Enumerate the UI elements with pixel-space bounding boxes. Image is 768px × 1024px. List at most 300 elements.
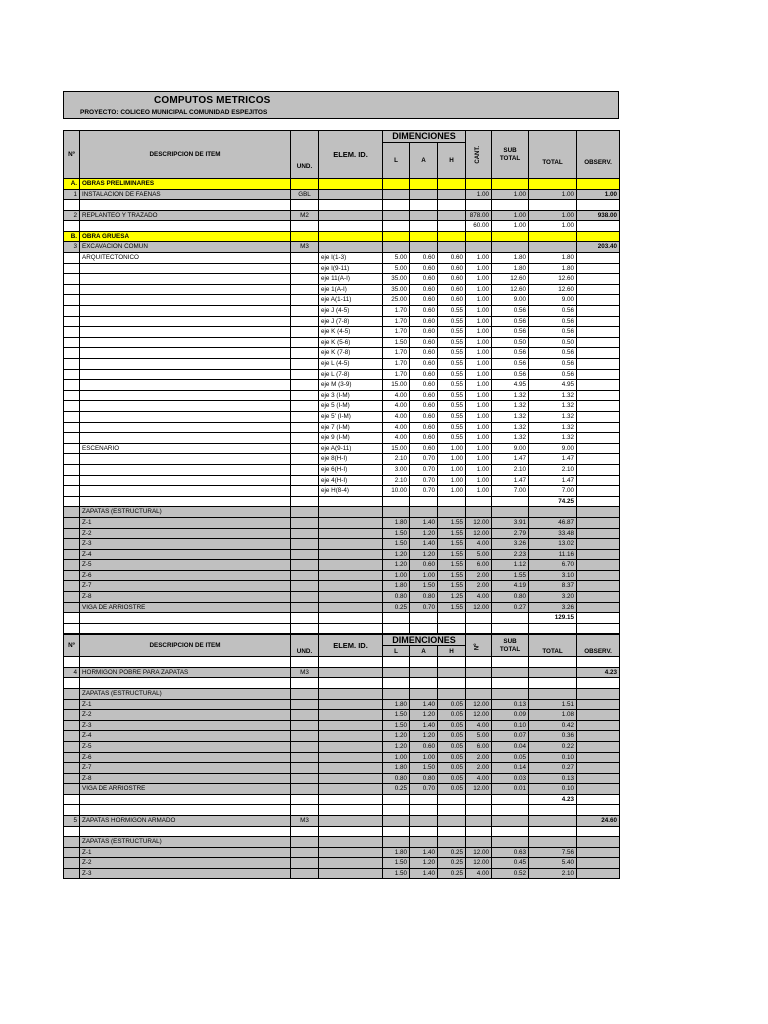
cell-element-id (319, 613, 383, 624)
cell-subtotal: 0.52 (492, 868, 529, 879)
cell-width: 1.50 (410, 763, 438, 774)
cell-length: 1.50 (383, 868, 410, 879)
cell-quantity: 1.00 (466, 380, 492, 391)
cell-subtotal (492, 815, 529, 826)
cell-subtotal: 0.10 (492, 720, 529, 731)
cell-observation (577, 231, 620, 242)
cell-item-number (64, 263, 80, 274)
cell-total (529, 815, 577, 826)
cell-length: 4.00 (383, 401, 410, 412)
table-row (64, 337, 620, 348)
cell-total (529, 200, 577, 211)
cell-height (438, 221, 466, 232)
cell-length (383, 657, 410, 668)
cell-element-id: eje L (7-8) (319, 369, 383, 380)
cell-observation (577, 475, 620, 486)
cell-unit (291, 731, 319, 742)
cell-height (438, 826, 466, 837)
cell-quantity (466, 242, 492, 253)
table-row (64, 433, 620, 444)
cell-item-number (64, 454, 80, 465)
cell-quantity (466, 678, 492, 689)
cell-observation (577, 720, 620, 731)
cell-height: 0.55 (438, 422, 466, 433)
cell-quantity: 2.00 (466, 752, 492, 763)
cell-height: 1.00 (438, 475, 466, 486)
cell-item-description (80, 380, 291, 391)
cell-unit (291, 720, 319, 731)
cell-subtotal: 1.00 (492, 189, 529, 200)
cell-element-id: eje 9 (I-M) (319, 433, 383, 444)
cell-item-description (80, 454, 291, 465)
cell-total: 3.20 (529, 592, 577, 603)
cell-width: 0.60 (410, 443, 438, 454)
cell-item-number (64, 763, 80, 774)
cell-height: 0.05 (438, 710, 466, 721)
cell-item-description (80, 284, 291, 295)
cell-total: 0.10 (529, 784, 577, 795)
cell-width: 1.40 (410, 868, 438, 879)
cell-total (529, 688, 577, 699)
cell-unit (291, 390, 319, 401)
cell-total: 33.48 (529, 528, 577, 539)
cell-subtotal (492, 805, 529, 816)
cell-unit (291, 443, 319, 454)
cell-item-number: B. (64, 231, 80, 242)
cell-observation (577, 847, 620, 858)
cell-length (383, 496, 410, 507)
table-row (64, 720, 620, 731)
cell-height: 0.60 (438, 263, 466, 274)
cell-subtotal: 7.00 (492, 486, 529, 497)
cell-width: 0.70 (410, 475, 438, 486)
cell-quantity: 12.00 (466, 710, 492, 721)
cell-item-description (80, 369, 291, 380)
cell-total: 8.37 (529, 581, 577, 592)
cell-length (383, 210, 410, 221)
table-row (64, 496, 620, 507)
cell-item-number (64, 443, 80, 454)
cell-element-id (319, 242, 383, 253)
col-length-2: L (383, 646, 410, 657)
cell-width (410, 688, 438, 699)
cell-height: 0.05 (438, 731, 466, 742)
cell-unit (291, 221, 319, 232)
cell-subtotal: 1.80 (492, 253, 529, 264)
cell-item-description: REPLANTEO Y TRAZADO (80, 210, 291, 221)
cell-length: 5.00 (383, 263, 410, 274)
cell-width (410, 507, 438, 518)
cell-item-number (64, 826, 80, 837)
cell-unit (291, 316, 319, 327)
cell-unit (291, 359, 319, 370)
cell-height (438, 688, 466, 699)
cell-unit (291, 200, 319, 211)
computos-table-2 (63, 634, 620, 879)
cell-height: 0.55 (438, 306, 466, 317)
cell-length: 3.00 (383, 464, 410, 475)
cell-subtotal: 9.00 (492, 295, 529, 306)
cell-item-number: 4 (64, 667, 80, 678)
cell-observation (577, 486, 620, 497)
cell-total: 0.36 (529, 731, 577, 742)
cell-item-description: VIGA DE ARRIOSTRE (80, 602, 291, 613)
cell-width (410, 210, 438, 221)
cell-total: 1.00 (529, 221, 577, 232)
cell-length: 1.50 (383, 539, 410, 550)
cell-height (438, 805, 466, 816)
cell-quantity: 1.00 (466, 327, 492, 338)
cell-item-number (64, 805, 80, 816)
cell-item-number (64, 295, 80, 306)
cell-item-description (80, 359, 291, 370)
cell-length: 0.80 (383, 773, 410, 784)
cell-height: 0.55 (438, 380, 466, 391)
cell-width: 1.20 (410, 528, 438, 539)
col-dimensions: DIMENCIONES (383, 131, 466, 143)
cell-height (438, 613, 466, 624)
cell-total (529, 507, 577, 518)
cell-subtotal (492, 667, 529, 678)
cell-subtotal: 9.00 (492, 443, 529, 454)
cell-element-id (319, 826, 383, 837)
cell-element-id: eje 5' (I-M) (319, 411, 383, 422)
cell-item-description (80, 337, 291, 348)
cell-unit (291, 858, 319, 869)
col-n-2: Nº (466, 635, 492, 657)
cell-element-id: eje K (4-5) (319, 327, 383, 338)
table-row (64, 369, 620, 380)
cell-item-number: 5 (64, 815, 80, 826)
title-box (63, 91, 619, 119)
cell-height: 0.25 (438, 868, 466, 879)
cell-height (438, 657, 466, 668)
cell-subtotal: 0.14 (492, 763, 529, 774)
cell-element-id (319, 581, 383, 592)
cell-observation (577, 507, 620, 518)
cell-width (410, 667, 438, 678)
cell-unit (291, 847, 319, 858)
cell-quantity: 12.00 (466, 517, 492, 528)
cell-observation: 1.00 (577, 189, 620, 200)
cell-subtotal: 1.80 (492, 263, 529, 274)
cell-length: 1.80 (383, 763, 410, 774)
cell-length (383, 623, 410, 634)
cell-unit: M3 (291, 667, 319, 678)
cell-item-number (64, 464, 80, 475)
cell-subtotal (492, 678, 529, 689)
cell-length: 1.70 (383, 369, 410, 380)
cell-length (383, 179, 410, 190)
cell-length: 10.00 (383, 486, 410, 497)
cell-width (410, 826, 438, 837)
cell-total: 0.42 (529, 720, 577, 731)
cell-total (529, 667, 577, 678)
cell-quantity: 1.00 (466, 306, 492, 317)
cell-quantity: 1.00 (466, 390, 492, 401)
cell-element-id: eje I(9-11) (319, 263, 383, 274)
cell-observation (577, 263, 620, 274)
cell-item-description (80, 316, 291, 327)
cell-width (410, 221, 438, 232)
cell-subtotal: 0.80 (492, 592, 529, 603)
cell-length (383, 667, 410, 678)
cell-observation (577, 592, 620, 603)
cell-element-id (319, 868, 383, 879)
cell-quantity: 12.00 (466, 858, 492, 869)
cell-total: 7.00 (529, 486, 577, 497)
cell-height (438, 794, 466, 805)
cell-element-id: eje 4(H-I) (319, 475, 383, 486)
cell-subtotal: 1.00 (492, 210, 529, 221)
cell-observation (577, 179, 620, 190)
cell-element-id (319, 805, 383, 816)
cell-width: 0.70 (410, 454, 438, 465)
cell-item-description: Z-1 (80, 517, 291, 528)
cell-quantity: 1.00 (466, 316, 492, 327)
cell-observation (577, 773, 620, 784)
cell-unit (291, 699, 319, 710)
cell-element-id (319, 837, 383, 848)
cell-unit (291, 327, 319, 338)
table-row (64, 784, 620, 795)
cell-item-description (80, 401, 291, 412)
col-description: DESCRIPCION DE ITEM (80, 131, 291, 179)
cell-unit (291, 411, 319, 422)
project-name: PROYECTO: COLICEO MUNICIPAL COMUNIDAD ESPEJITOS (80, 109, 268, 116)
cell-subtotal (492, 231, 529, 242)
table-row (64, 327, 620, 338)
cell-item-number (64, 549, 80, 560)
cell-item-number: 3 (64, 242, 80, 253)
cell-item-description: Z-1 (80, 699, 291, 710)
cell-element-id (319, 602, 383, 613)
cell-length: 1.70 (383, 348, 410, 359)
cell-length: 1.80 (383, 517, 410, 528)
cell-length: 0.25 (383, 784, 410, 795)
cell-total: 4.95 (529, 380, 577, 391)
cell-element-id (319, 688, 383, 699)
cell-height: 1.55 (438, 602, 466, 613)
col-subtotal-2: SUB TOTAL (492, 635, 529, 657)
cell-subtotal: 0.56 (492, 316, 529, 327)
cell-unit: M2 (291, 210, 319, 221)
cell-item-number (64, 678, 80, 689)
cell-quantity: 1.00 (466, 253, 492, 264)
cell-height: 1.00 (438, 464, 466, 475)
cell-unit: GBL (291, 189, 319, 200)
cell-subtotal: 3.26 (492, 539, 529, 550)
cell-element-id (319, 858, 383, 869)
cell-item-description: Z-6 (80, 570, 291, 581)
cell-height: 1.55 (438, 570, 466, 581)
table-row (64, 507, 620, 518)
cell-width (410, 179, 438, 190)
cell-subtotal (492, 242, 529, 253)
cell-item-number (64, 581, 80, 592)
cell-unit (291, 657, 319, 668)
cell-item-description (80, 263, 291, 274)
cell-observation (577, 741, 620, 752)
cell-observation (577, 678, 620, 689)
cell-item-number (64, 720, 80, 731)
cell-height: 1.00 (438, 443, 466, 454)
table-row (64, 464, 620, 475)
table-row (64, 348, 620, 359)
cell-item-number (64, 327, 80, 338)
cell-unit (291, 517, 319, 528)
cell-unit (291, 179, 319, 190)
computos-table-1 (63, 130, 620, 634)
col-height: H (438, 143, 466, 179)
cell-width (410, 231, 438, 242)
cell-total: 11.16 (529, 549, 577, 560)
cell-unit (291, 570, 319, 581)
cell-subtotal: 0.45 (492, 858, 529, 869)
cell-total: 1.32 (529, 390, 577, 401)
cell-width: 0.60 (410, 274, 438, 285)
cell-quantity: 1.00 (466, 411, 492, 422)
cell-height: 0.55 (438, 359, 466, 370)
cell-length: 1.20 (383, 560, 410, 571)
cell-length: 35.00 (383, 274, 410, 285)
cell-item-description (80, 496, 291, 507)
cell-observation (577, 560, 620, 571)
cell-quantity: 5.00 (466, 731, 492, 742)
cell-element-id (319, 784, 383, 795)
cell-width: 0.60 (410, 295, 438, 306)
cell-item-description: Z-5 (80, 741, 291, 752)
cell-observation (577, 688, 620, 699)
col-subtotal: SUB TOTAL (492, 131, 529, 179)
cell-item-number (64, 369, 80, 380)
cell-total: 0.56 (529, 359, 577, 370)
cell-length: 15.00 (383, 380, 410, 391)
cell-total: 9.00 (529, 443, 577, 454)
cell-item-number (64, 868, 80, 879)
cell-item-description: Z-5 (80, 560, 291, 571)
cell-item-number (64, 657, 80, 668)
cell-height: 0.55 (438, 337, 466, 348)
cell-width: 1.00 (410, 570, 438, 581)
cell-height: 1.25 (438, 592, 466, 603)
cell-observation (577, 200, 620, 211)
table-row (64, 826, 620, 837)
cell-item-number (64, 380, 80, 391)
cell-item-number (64, 794, 80, 805)
cell-item-description (80, 794, 291, 805)
cell-item-description: OBRAS PRELIMINARES (80, 179, 291, 190)
cell-element-id: eje I(1-3) (319, 253, 383, 264)
table-row (64, 752, 620, 763)
cell-total: 0.56 (529, 316, 577, 327)
cell-subtotal: 4.19 (492, 581, 529, 592)
cell-height: 0.60 (438, 295, 466, 306)
cell-total (529, 231, 577, 242)
cell-subtotal: 0.09 (492, 710, 529, 721)
cell-item-number (64, 784, 80, 795)
cell-item-number (64, 560, 80, 571)
cell-element-id: eje H(8-4) (319, 486, 383, 497)
cell-total: 1.47 (529, 454, 577, 465)
cell-quantity: 1.00 (466, 359, 492, 370)
cell-item-description (80, 678, 291, 689)
cell-total: 0.27 (529, 763, 577, 774)
table-row (64, 274, 620, 285)
cell-length: 1.20 (383, 549, 410, 560)
cell-element-id: eje A(9-11) (319, 443, 383, 454)
cell-length: 1.50 (383, 337, 410, 348)
cell-total: 0.56 (529, 327, 577, 338)
cell-quantity: 1.00 (466, 422, 492, 433)
col-element: ELEM. ID. (319, 131, 383, 179)
cell-item-description: Z-3 (80, 868, 291, 879)
cell-item-description: OBRA GRUESA (80, 231, 291, 242)
cell-quantity: 12.00 (466, 602, 492, 613)
cell-length (383, 678, 410, 689)
cell-item-number: 2 (64, 210, 80, 221)
cell-unit (291, 623, 319, 634)
cell-item-description: Z-4 (80, 549, 291, 560)
cell-length: 2.10 (383, 454, 410, 465)
cell-width: 0.60 (410, 560, 438, 571)
table-row (64, 699, 620, 710)
cell-unit (291, 507, 319, 518)
cell-element-id (319, 517, 383, 528)
cell-total: 129.15 (529, 613, 577, 624)
cell-quantity: 5.00 (466, 549, 492, 560)
cell-subtotal: 12.60 (492, 274, 529, 285)
cell-quantity: 4.00 (466, 720, 492, 731)
cell-item-description: Z-3 (80, 539, 291, 550)
cell-element-id: eje 7 (I-M) (319, 422, 383, 433)
cell-total: 1.32 (529, 433, 577, 444)
cell-width: 1.50 (410, 581, 438, 592)
cell-quantity: 1.00 (466, 274, 492, 285)
cell-item-number (64, 741, 80, 752)
cell-observation (577, 337, 620, 348)
cell-unit (291, 752, 319, 763)
table-row (64, 847, 620, 858)
col-length: L (383, 143, 410, 179)
cell-subtotal: 1.32 (492, 390, 529, 401)
table-row (64, 253, 620, 264)
cell-quantity: 2.00 (466, 581, 492, 592)
cell-length (383, 826, 410, 837)
cell-length (383, 242, 410, 253)
cell-observation (577, 826, 620, 837)
cell-height (438, 231, 466, 242)
cell-length: 1.50 (383, 858, 410, 869)
cell-observation (577, 221, 620, 232)
table-row (64, 263, 620, 274)
cell-observation (577, 496, 620, 507)
cell-width: 1.20 (410, 858, 438, 869)
cell-quantity (466, 613, 492, 624)
cell-total: 0.56 (529, 369, 577, 380)
cell-width: 0.60 (410, 401, 438, 412)
cell-length: 1.80 (383, 699, 410, 710)
cell-width: 1.00 (410, 752, 438, 763)
cell-item-description (80, 274, 291, 285)
cell-element-id (319, 657, 383, 668)
cell-height: 0.55 (438, 348, 466, 359)
cell-width: 0.80 (410, 592, 438, 603)
cell-height: 0.05 (438, 784, 466, 795)
cell-width: 0.60 (410, 327, 438, 338)
cell-item-description: ZAPATAS (ESTRUCTURAL) (80, 837, 291, 848)
table-row (64, 678, 620, 689)
